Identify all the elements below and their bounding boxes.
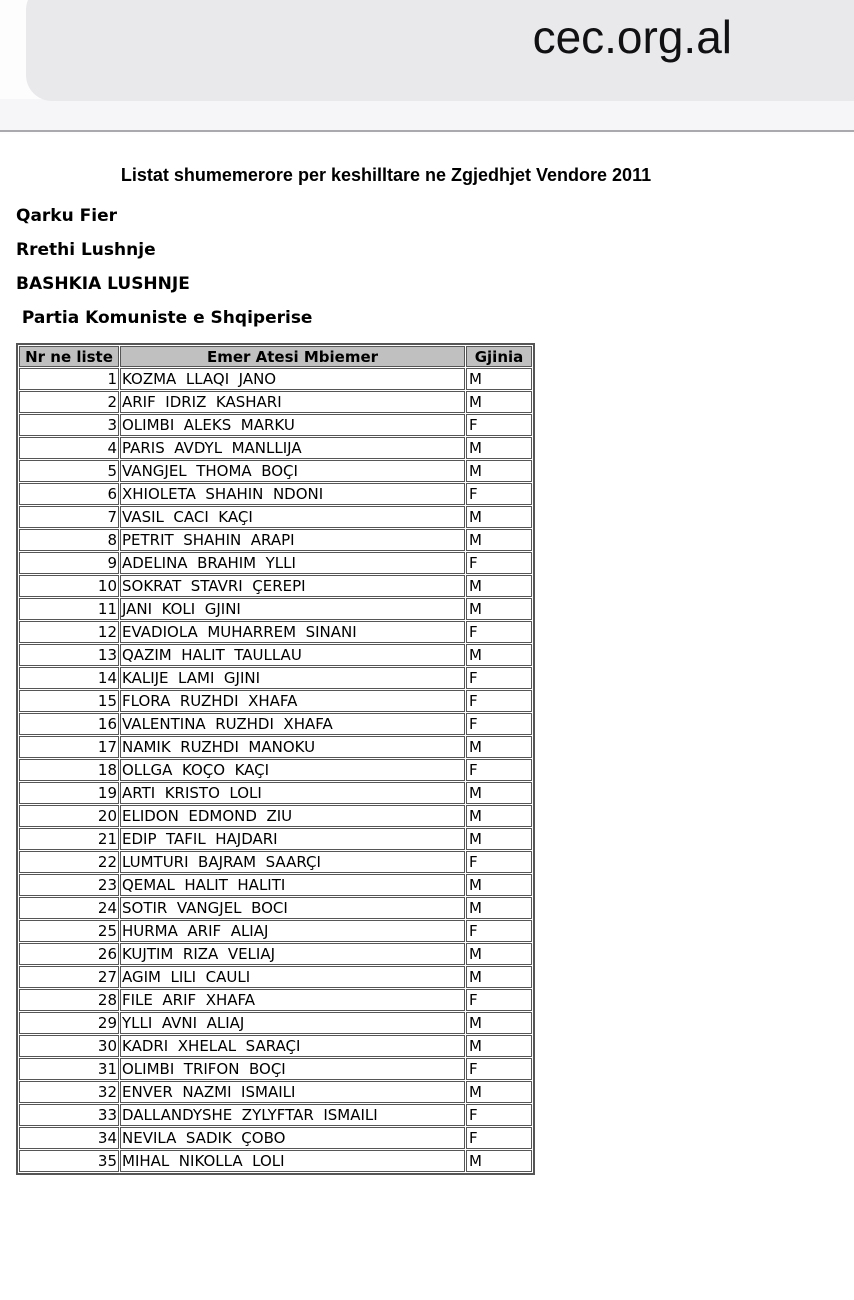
page-title: Listat shumemerore per keshilltare ne Zgjedhjet Vendore 2011 xyxy=(120,165,652,185)
cell-nr: 30 xyxy=(19,1035,119,1057)
cell-name: VANGJEL THOMA BOÇI xyxy=(120,460,465,482)
cell-gender: M xyxy=(466,598,532,620)
cell-nr: 35 xyxy=(19,1150,119,1172)
cell-gender: M xyxy=(466,368,532,390)
cell-gender: F xyxy=(466,1058,532,1080)
cell-name: ELIDON EDMOND ZIU xyxy=(120,805,465,827)
table-row xyxy=(19,667,532,689)
table-row xyxy=(19,759,532,781)
table-row xyxy=(19,713,532,735)
cell-name: OLLGA KOÇO KAÇI xyxy=(120,759,465,781)
cell-name: KUJTIM RIZA VELIAJ xyxy=(120,943,465,965)
meta-qarku: Qarku Fier xyxy=(16,206,117,226)
cell-gender: F xyxy=(466,621,532,643)
cell-nr: 8 xyxy=(19,529,119,551)
table-row xyxy=(19,897,532,919)
cell-nr: 33 xyxy=(19,1104,119,1126)
table-row xyxy=(19,460,532,482)
cell-nr: 9 xyxy=(19,552,119,574)
document-meta xyxy=(16,207,854,327)
cell-name: EVADIOLA MUHARREM SINANI xyxy=(120,621,465,643)
site-header-panel xyxy=(26,0,854,101)
cell-gender: F xyxy=(466,414,532,436)
cell-gender: M xyxy=(466,828,532,850)
cell-gender: M xyxy=(466,1081,532,1103)
cell-gender: M xyxy=(466,506,532,528)
cell-gender: M xyxy=(466,805,532,827)
cell-gender: F xyxy=(466,920,532,942)
cell-nr: 6 xyxy=(19,483,119,505)
cell-name: KADRI XHELAL SARAÇI xyxy=(120,1035,465,1057)
cell-name: EDIP TAFIL HAJDARI xyxy=(120,828,465,850)
cell-nr: 22 xyxy=(19,851,119,873)
cell-nr: 2 xyxy=(19,391,119,413)
cell-name: SOKRAT STAVRI ÇEREPI xyxy=(120,575,465,597)
cell-nr: 7 xyxy=(19,506,119,528)
cell-name: YLLI AVNI ALIAJ xyxy=(120,1012,465,1034)
cell-name: ADELINA BRAHIM YLLI xyxy=(120,552,465,574)
cell-name: KOZMA LLAQI JANO xyxy=(120,368,465,390)
column-header-nr: Nr ne liste xyxy=(19,346,119,367)
cell-nr: 31 xyxy=(19,1058,119,1080)
cell-name: QEMAL HALIT HALITI xyxy=(120,874,465,896)
table-row xyxy=(19,874,532,896)
table-body xyxy=(19,368,532,1172)
cell-nr: 19 xyxy=(19,782,119,804)
cell-name: XHIOLETA SHAHIN NDONI xyxy=(120,483,465,505)
table-row xyxy=(19,368,532,390)
cell-gender: F xyxy=(466,552,532,574)
cell-nr: 4 xyxy=(19,437,119,459)
cell-nr: 3 xyxy=(19,414,119,436)
cell-gender: M xyxy=(466,437,532,459)
table-row xyxy=(19,828,532,850)
cell-gender: M xyxy=(466,391,532,413)
cell-name: DALLANDYSHE ZYLYFTAR ISMAILI xyxy=(120,1104,465,1126)
document-content xyxy=(0,134,854,1175)
cell-gender: M xyxy=(466,1035,532,1057)
table-row xyxy=(19,621,532,643)
cell-name: JANI KOLI GJINI xyxy=(120,598,465,620)
cell-gender: M xyxy=(466,644,532,666)
cell-nr: 23 xyxy=(19,874,119,896)
cell-name: VASIL CACI KAÇI xyxy=(120,506,465,528)
table-row xyxy=(19,805,532,827)
cell-nr: 34 xyxy=(19,1127,119,1149)
cell-name: NAMIK RUZHDI MANOKU xyxy=(120,736,465,758)
table-row xyxy=(19,1081,532,1103)
cell-gender: F xyxy=(466,690,532,712)
cell-name: ENVER NAZMI ISMAILI xyxy=(120,1081,465,1103)
cell-nr: 32 xyxy=(19,1081,119,1103)
cell-nr: 10 xyxy=(19,575,119,597)
table-row xyxy=(19,529,532,551)
cell-nr: 14 xyxy=(19,667,119,689)
cell-name: ARIF IDRIZ KASHARI xyxy=(120,391,465,413)
table-row xyxy=(19,483,532,505)
cell-gender: F xyxy=(466,667,532,689)
header-band xyxy=(0,99,854,132)
cell-gender: F xyxy=(466,759,532,781)
cell-nr: 18 xyxy=(19,759,119,781)
cell-gender: M xyxy=(466,943,532,965)
cell-name: OLIMBI ALEKS MARKU xyxy=(120,414,465,436)
cell-name: VALENTINA RUZHDI XHAFA xyxy=(120,713,465,735)
cell-gender: F xyxy=(466,1127,532,1149)
table-row xyxy=(19,644,532,666)
table-row xyxy=(19,506,532,528)
table-row xyxy=(19,989,532,1011)
table-row xyxy=(19,437,532,459)
table-row xyxy=(19,598,532,620)
table-row xyxy=(19,575,532,597)
cell-nr: 16 xyxy=(19,713,119,735)
cell-gender: F xyxy=(466,713,532,735)
cell-nr: 21 xyxy=(19,828,119,850)
cell-gender: M xyxy=(466,1150,532,1172)
table-row xyxy=(19,414,532,436)
table-row xyxy=(19,552,532,574)
cell-nr: 25 xyxy=(19,920,119,942)
cell-nr: 15 xyxy=(19,690,119,712)
cell-name: KALIJE LAMI GJINI xyxy=(120,667,465,689)
cell-name: HURMA ARIF ALIAJ xyxy=(120,920,465,942)
table-row xyxy=(19,690,532,712)
site-title: cec.org.al xyxy=(532,11,732,63)
cell-name: NEVILA SADIK ÇOBO xyxy=(120,1127,465,1149)
cell-name: ARTI KRISTO LOLI xyxy=(120,782,465,804)
cell-nr: 13 xyxy=(19,644,119,666)
cell-nr: 12 xyxy=(19,621,119,643)
meta-rrethi: Rrethi Lushnje xyxy=(16,240,156,260)
table-row xyxy=(19,1012,532,1034)
cell-nr: 20 xyxy=(19,805,119,827)
cell-nr: 11 xyxy=(19,598,119,620)
cell-name: LUMTURI BAJRAM SAARÇI xyxy=(120,851,465,873)
meta-bashkia: BASHKIA LUSHNJE xyxy=(16,274,190,294)
cell-name: PETRIT SHAHIN ARAPI xyxy=(120,529,465,551)
cell-gender: M xyxy=(466,966,532,988)
cell-name: MIHAL NIKOLLA LOLI xyxy=(120,1150,465,1172)
table-row xyxy=(19,851,532,873)
cell-nr: 29 xyxy=(19,1012,119,1034)
table-row xyxy=(19,1058,532,1080)
cell-name: PARIS AVDYL MANLLIJA xyxy=(120,437,465,459)
table-row xyxy=(19,943,532,965)
table-row xyxy=(19,1035,532,1057)
table-row xyxy=(19,1127,532,1149)
cell-gender: M xyxy=(466,460,532,482)
cell-gender: M xyxy=(466,782,532,804)
cell-gender: F xyxy=(466,851,532,873)
cell-gender: M xyxy=(466,874,532,896)
cell-nr: 26 xyxy=(19,943,119,965)
table-row xyxy=(19,391,532,413)
cell-gender: M xyxy=(466,736,532,758)
cell-name: OLIMBI TRIFON BOÇI xyxy=(120,1058,465,1080)
cell-nr: 1 xyxy=(19,368,119,390)
cell-nr: 28 xyxy=(19,989,119,1011)
cell-nr: 27 xyxy=(19,966,119,988)
candidates-table xyxy=(16,343,535,1175)
cell-gender: M xyxy=(466,897,532,919)
cell-name: QAZIM HALIT TAULLAU xyxy=(120,644,465,666)
cell-gender: F xyxy=(466,1104,532,1126)
cell-gender: M xyxy=(466,575,532,597)
column-header-name: Emer Atesi Mbiemer xyxy=(120,346,465,367)
table-header-row xyxy=(19,346,532,367)
table-row xyxy=(19,920,532,942)
cell-nr: 24 xyxy=(19,897,119,919)
cell-gender: M xyxy=(466,1012,532,1034)
cell-gender: F xyxy=(466,989,532,1011)
browser-top-area xyxy=(0,0,854,134)
cell-gender: F xyxy=(466,483,532,505)
cell-name: SOTIR VANGJEL BOCI xyxy=(120,897,465,919)
table-row xyxy=(19,782,532,804)
column-header-gender: Gjinia xyxy=(466,346,532,367)
table-row xyxy=(19,1104,532,1126)
table-row xyxy=(19,966,532,988)
table-row xyxy=(19,736,532,758)
cell-gender: M xyxy=(466,529,532,551)
cell-name: FLORA RUZHDI XHAFA xyxy=(120,690,465,712)
cell-nr: 17 xyxy=(19,736,119,758)
table-row xyxy=(19,1150,532,1172)
cell-nr: 5 xyxy=(19,460,119,482)
cell-name: AGIM LILI CAULI xyxy=(120,966,465,988)
meta-partia: Partia Komuniste e Shqiperise xyxy=(16,308,313,328)
cell-name: FILE ARIF XHAFA xyxy=(120,989,465,1011)
